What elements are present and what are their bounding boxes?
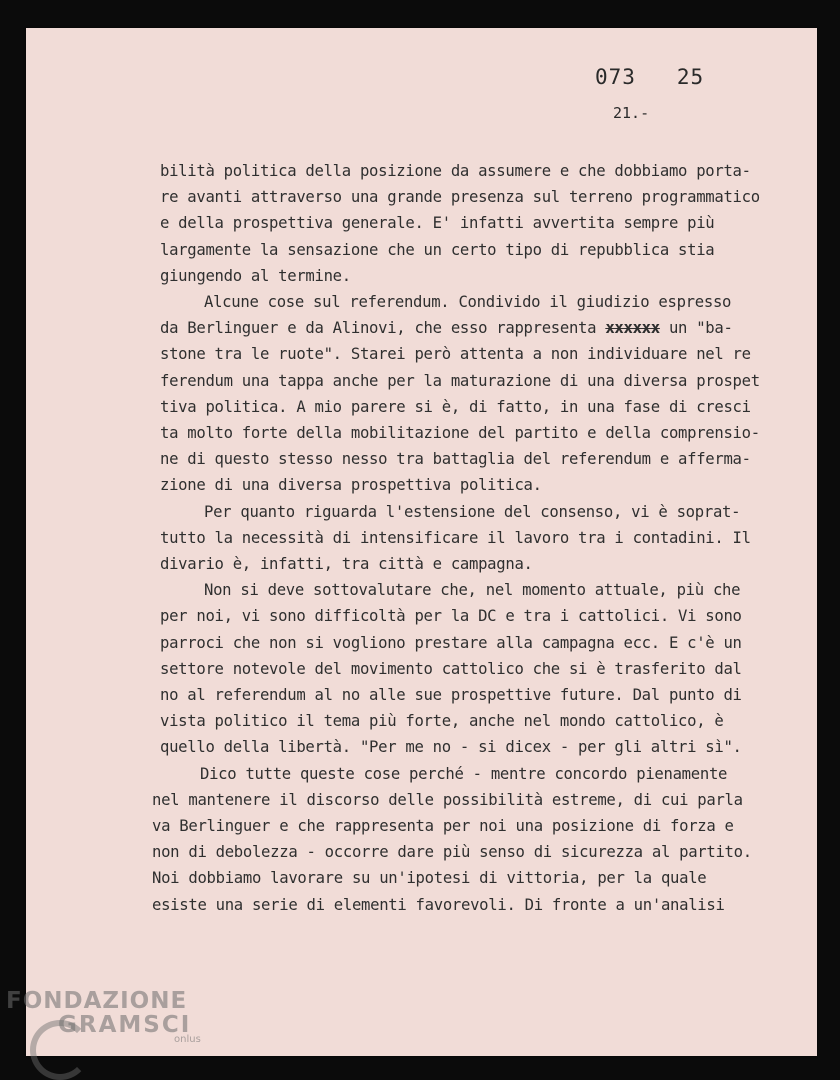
text-line: ne di questo stesso nesso tra battaglia del referendum e afferma- <box>160 450 751 469</box>
text-line: nel mantenere il discorso delle possibilità estreme, di cui parla <box>152 790 743 809</box>
struck-out-word: xxxxxx <box>605 319 660 338</box>
text-line: tutto la necessità di intensificare il lavoro tra i contadini. Il <box>160 528 751 547</box>
text-line: esiste una serie di elementi favorevoli. Di fronte a un'analisi <box>152 895 725 914</box>
text-line: re avanti attraverso una grande presenza sul terreno programmatico <box>160 188 760 207</box>
text-line: per noi, vi sono difficoltà per la DC e tra i cattolici. Vi sono <box>160 607 742 626</box>
text-line: parroci che non si vogliono prestare alla campagna ecc. E c'è un <box>160 633 742 652</box>
paragraph-1 <box>160 158 800 289</box>
text-line <box>160 315 800 341</box>
text-line: e della prospettiva generale. E' infatti avvertita sempre più <box>160 214 715 233</box>
text-line: bilità politica della posizione da assumere e che dobbiamo porta- <box>160 162 751 180</box>
watermark-line-3: onlus <box>174 1034 201 1045</box>
watermark-line-2: GRAMSCI <box>58 1012 192 1038</box>
paragraph-4 <box>160 577 800 760</box>
paragraph-5 <box>152 761 800 918</box>
text-line: largamente la sensazione che un certo tipo di repubblica stia <box>160 240 715 259</box>
text-line: non di debolezza - occorre dare più senso di sicurezza al partito. <box>152 843 752 862</box>
paragraph-3 <box>160 499 800 578</box>
text-line: divario è, infatti, tra città e campagna. <box>160 555 533 574</box>
page-number: 21.- <box>613 104 650 122</box>
text-line: Noi dobbiamo lavorare su un'ipotesi di vittoria, per la quale <box>152 869 707 888</box>
text-line: ferendum una tappa anche per la maturazione di una diversa prospet <box>160 371 760 390</box>
text-fragment: un "ba- <box>659 319 733 338</box>
text-line: vista politico il tema più forte, anche nel mondo cattolico, è <box>160 712 724 731</box>
text-line: quello della libertà. "Per me no - si dicex - per gli altri sì". <box>160 738 742 757</box>
paragraph-2 <box>160 289 800 499</box>
text-line: Alcune cose sul referendum. Condivido il giudizio espresso <box>204 293 732 312</box>
text-line: Dico tutte queste cose perché - mentre concordo pienamente <box>200 764 728 783</box>
watermark-line-1: FONDAZIONE <box>6 988 188 1014</box>
text-line: tiva politica. A mio parere si è, di fatto, in una fase di cresci <box>160 397 751 416</box>
text-line: zione di una diversa prospettiva politica. <box>160 476 542 495</box>
text-line: settore notevole del movimento cattolico che si è trasferito dal <box>160 659 742 678</box>
text-line: ta molto forte della mobilitazione del partito e della comprensio- <box>160 424 760 443</box>
text-fragment: da Berlinguer e da Alinovi, che esso rappresenta <box>160 319 606 338</box>
text-line: Non si deve sottovalutare che, nel momento attuale, più che <box>204 581 741 600</box>
document-body <box>152 158 800 918</box>
text-line: giungendo al termine. <box>160 266 351 285</box>
text-line: va Berlinguer e che rappresenta per noi una posizione di forza e <box>152 817 734 836</box>
archive-number: 073 25 <box>595 65 705 89</box>
text-line: stone tra le ruote". Starei però attenta a non individuare nel re <box>160 345 751 364</box>
watermark <box>6 988 201 1045</box>
text-line: Per quanto riguarda l'estensione del consenso, vi è soprat- <box>204 502 741 521</box>
text-line: no al referendum al no alle sue prospettive future. Dal punto di <box>160 686 742 705</box>
